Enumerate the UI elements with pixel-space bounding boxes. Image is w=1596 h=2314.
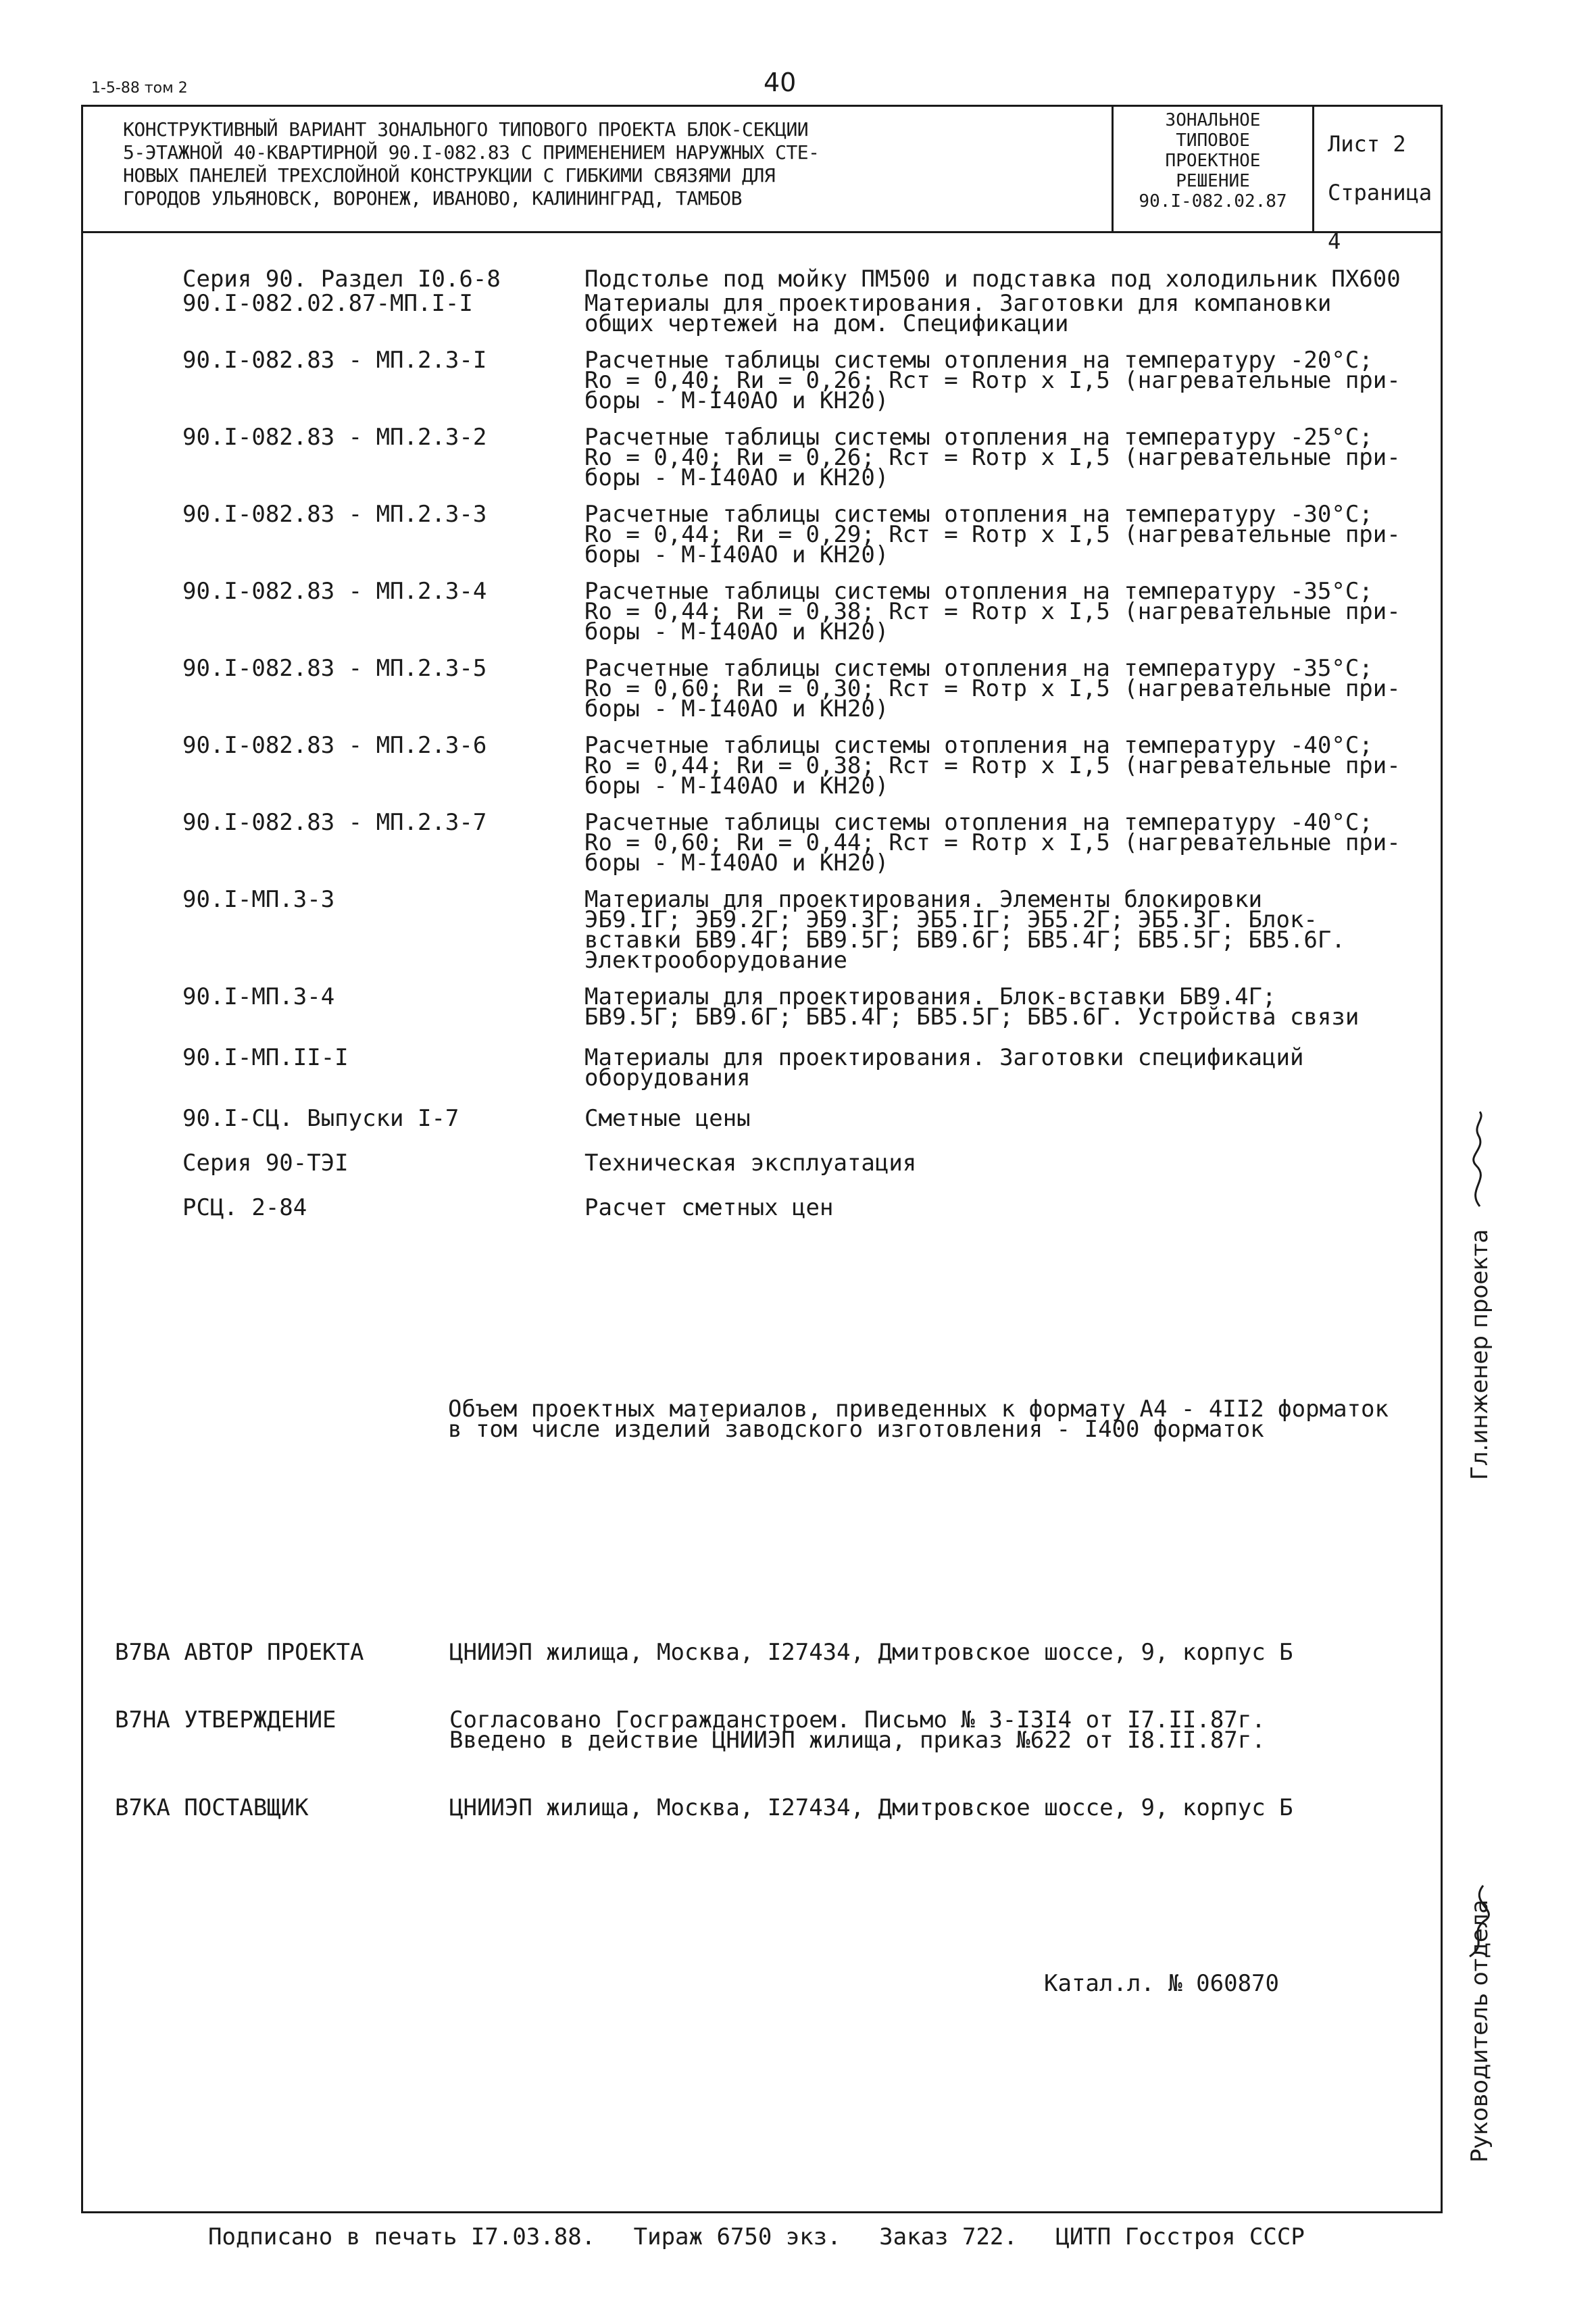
document-description: Расчетные таблицы системы отопления на температуру -35°С; Ro = 0,60; Rи = 0,30; Rст = Roтр x I,5 (нагревательные при- боры - М-I40АО и КН20): [584, 655, 1401, 722]
list-item: [182, 347, 1439, 414]
decision-line: ТИПОВОЕ: [1176, 130, 1250, 151]
publisher: ЦИТП Госстроя СССР: [1055, 2223, 1305, 2250]
document-description: Материалы для проектирования. Заготовки спецификаций оборудования: [584, 1044, 1304, 1091]
document-description: Расчет сметных цен: [584, 1194, 834, 1221]
list-item: [182, 983, 1439, 1031]
meta-text: ЦНИИЭП жилища, Москва, I27434, Дмитровское шоссе, 9, корпус Б: [449, 1639, 1293, 1666]
print-run: Тираж 6750 экз.: [633, 2223, 841, 2250]
list-item: [182, 1150, 1439, 1177]
chief-engineer-label: Гл.инженер проекта: [1466, 1229, 1493, 1480]
decision-line: ПРОЕКТНОЕ: [1165, 151, 1261, 171]
title-block: [81, 105, 1443, 254]
document-description: Сметные цены: [584, 1105, 751, 1132]
list-item: [182, 1194, 1439, 1221]
meta-text: ЦНИИЭП жилища, Москва, I27434, Дмитровское шоссе, 9, корпус Б: [449, 1794, 1293, 1821]
project-title-line: 5-ЭТАЖНОЙ 40-КВАРТИРНОЙ 90.I-082.83 С ПРИМЕНЕНИЕМ НАРУЖНЫХ СТЕ-: [123, 141, 820, 164]
department-head-signature: [1460, 1879, 1500, 1960]
sheet-number: Лист 2: [1328, 131, 1406, 157]
order-number: Заказ 722.: [879, 2223, 1018, 2250]
meta-author: [115, 1639, 1453, 1666]
document-code: РСЦ. 2-84: [182, 1194, 307, 1221]
document-description: Подстолье под мойку ПМ500 и подставка под холодильник ПХ600: [584, 266, 1401, 293]
document-code: 90.I-СЦ. Выпуски I-7: [182, 1105, 459, 1132]
catalog-number: Катал.л. № 060870: [1044, 1970, 1279, 1997]
series-tag: 1-5-88 том 2: [91, 80, 188, 97]
document-description: Расчетные таблицы системы отопления на температуру -30°С; Ro = 0,44; Rи = 0,29; Rст = Roтр x I,5 (нагревательные при- боры - М-I40АО и КН20): [584, 501, 1401, 568]
document-code: Серия 90. Раздел I0.6-8: [182, 266, 501, 293]
document-code: 90.I-082.83 - МП.2.3-3: [182, 501, 487, 528]
print-footer: [208, 2223, 1329, 2250]
list-item: [182, 1105, 1439, 1132]
document-description: Расчетные таблицы системы отопления на температуру -25°С; Ro = 0,40; Rи = 0,26; Rст = Roтр x I,5 (нагревательные при- боры - М-I40АО и КН20): [584, 424, 1401, 491]
project-title-line: НОВЫХ ПАНЕЛЕЙ ТРЕХСЛОЙНОЙ КОНСТРУКЦИИ С ГИБКИМИ СВЯЗЯМИ ДЛЯ: [123, 164, 776, 187]
document-code: 90.I-082.83 - МП.2.3-5: [182, 655, 487, 682]
meta-label: В7НА УТВЕРЖДЕНИЕ: [115, 1706, 336, 1733]
document-description: Расчетные таблицы системы отопления на температуру -20°С; Ro = 0,40; Rи = 0,26; Rст = Roтр x I,5 (нагревательные при- боры - М-I40АО и КН20): [584, 347, 1401, 414]
list-item: [182, 655, 1439, 722]
sheet-info: [1328, 120, 1443, 266]
document-description: Техническая эксплуатация: [584, 1150, 917, 1177]
page-number: 40: [764, 68, 797, 97]
page-label: Страница 4: [1328, 180, 1432, 254]
document-code: 90.I-082.83 - МП.2.3-6: [182, 732, 487, 759]
list-item: [182, 1044, 1439, 1091]
document-code: 90.I-МП.II-I: [182, 1044, 349, 1071]
document-code: 90.I-082.83 - МП.2.3-7: [182, 809, 487, 836]
list-item: [182, 424, 1439, 491]
project-title-line: КОНСТРУКТИВНЫЙ ВАРИАНТ ЗОНАЛЬНОГО ТИПОВОГО ПРОЕКТА БЛОК-СЕКЦИИ: [123, 118, 809, 141]
document-description: Материалы для проектирования. Элементы блокировки ЭБ9.IГ; ЭБ9.2Г; ЭБ9.3Г; ЭБ5.IГ; ЭБ5.2Г; ЭБ5.3Г. Блок- вставки БВ9.4Г; БВ9.5Г; БВ9.6Г; БВ5.4Г; БВ5.5Г; БВ5.6Г. Электрооборудование: [584, 886, 1345, 974]
document-list: [182, 266, 1439, 1221]
document-description: Расчетные таблицы системы отопления на температуру -40°С; Ro = 0,44; Rи = 0,38; Rст = Roтр x I,5 (нагревательные при- боры - М-I40АО и КН20): [584, 732, 1401, 799]
list-item: [182, 501, 1439, 568]
list-item: [182, 732, 1439, 799]
meta-label: В7КА ПОСТАВЩИК: [115, 1794, 309, 1821]
document-code: Серия 90-ТЭI: [182, 1150, 349, 1177]
decision-line: РЕШЕНИЕ: [1176, 171, 1250, 191]
list-item: [182, 886, 1439, 974]
decision-code: 90.I-082.02.87: [1139, 191, 1287, 212]
document-description: Расчетные таблицы системы отопления на температуру -40°С; Ro = 0,60; Rи = 0,44; Rст = Roтр x I,5 (нагревательные при- боры - М-I40АО и КН20): [584, 809, 1401, 877]
volume-summary: Объем проектных материалов, приведенных к формату А4 - 4II2 форматок в том числе изделий заводского изготовления - I400 форматок: [448, 1396, 1389, 1443]
decision-block: [1112, 105, 1314, 231]
list-item: [182, 578, 1439, 645]
document-code: 90.I-082.83 - МП.2.3-2: [182, 424, 487, 451]
meta-supplier: [115, 1794, 1453, 1821]
document-description: Материалы для проектирования. Заготовки для компановки общих чертежей на дом. Спецификации: [584, 290, 1332, 337]
document-code: 90.I-082.83 - МП.2.3-I: [182, 347, 487, 374]
decision-line: ЗОНАЛЬНОЕ: [1165, 110, 1261, 130]
project-title: [123, 118, 1096, 210]
meta-label: В7ВА АВТОР ПРОЕКТА: [115, 1639, 364, 1666]
document-description: Материалы для проектирования. Блок-вставки БВ9.4Г; БВ9.5Г; БВ9.6Г; БВ5.4Г; БВ5.5Г; БВ5.6Г. Устройства связи: [584, 983, 1360, 1031]
meta-approval: [115, 1706, 1453, 1754]
document-code: 90.I-082.02.87-МП.I-I: [182, 290, 473, 317]
document-code: 90.I-МП.3-3: [182, 886, 335, 913]
signed-for-print: Подписано в печать I7.03.88.: [208, 2223, 596, 2250]
list-item: [182, 266, 1439, 293]
document-code: 90.I-МП.3-4: [182, 983, 335, 1010]
document-description: Расчетные таблицы системы отопления на температуру -35°С; Ro = 0,44; Rи = 0,38; Rст = Roтр x I,5 (нагревательные при- боры - М-I40АО и КН20): [584, 578, 1401, 645]
project-title-line: ГОРОДОВ УЛЬЯНОВСК, ВОРОНЕЖ, ИВАНОВО, КАЛИНИНГРАД, ТАМБОВ: [123, 187, 743, 210]
department-head-label: Руководитель отдела: [1466, 1899, 1493, 2163]
chief-engineer-signature: [1460, 1108, 1500, 1210]
document-code: 90.I-082.83 - МП.2.3-4: [182, 578, 487, 605]
list-item: [182, 290, 1439, 337]
list-item: [182, 809, 1439, 877]
meta-text: Согласовано Госгражданстроем. Письмо № 3-I3I4 от I7.II.87г. Введено в действие ЦНИИЭП жилища, приказ №622 от I8.II.87г.: [449, 1706, 1266, 1754]
